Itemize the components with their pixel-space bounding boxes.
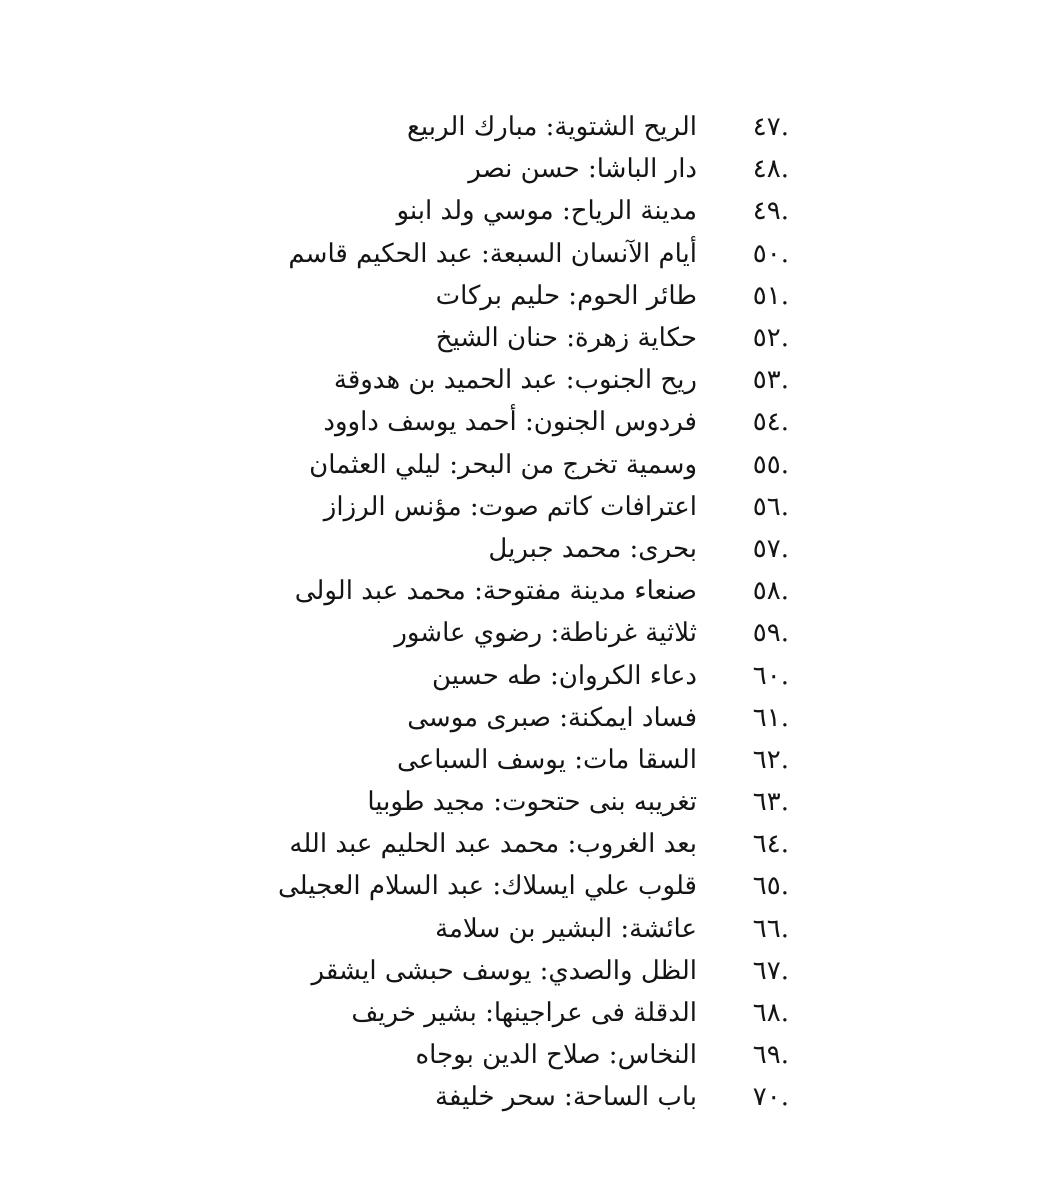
item-number: .٥٥ xyxy=(752,449,789,480)
item-text: دار الباشا: حسن نصر xyxy=(468,154,697,185)
item-number: .٥٢ xyxy=(752,323,789,354)
list-item xyxy=(29,486,789,528)
item-number: .٥٣ xyxy=(752,365,789,396)
item-text: ثلاثية غرناطة: رضوي عاشور xyxy=(394,618,697,649)
item-text: قلوب علي ايسلاك: عبد السلام العجيلى xyxy=(278,871,697,902)
item-number: .٥٧ xyxy=(752,533,789,564)
list-item xyxy=(29,190,789,232)
item-text: تغريبه بنى حتحوت: مجيد طوبيا xyxy=(367,787,697,818)
item-text: النخاس: صلاح الدين بوجاه xyxy=(415,1040,697,1071)
item-number: .٥٤ xyxy=(752,407,789,438)
item-text: فردوس الجنون: أحمد يوسف داوود xyxy=(323,407,697,438)
list-item xyxy=(29,739,789,781)
list-item xyxy=(29,1034,789,1076)
item-number: .٤٩ xyxy=(752,196,789,227)
item-number: .٤٨ xyxy=(752,154,789,185)
item-number: .٦٤ xyxy=(752,829,789,860)
item-number: .٦٦ xyxy=(752,913,789,944)
list-item xyxy=(29,823,789,865)
list-item xyxy=(29,654,789,696)
item-text: بحرى: محمد جبريل xyxy=(488,533,697,564)
list-item xyxy=(29,950,789,992)
item-number: .٥١ xyxy=(752,280,789,311)
item-number: .٦٥ xyxy=(752,871,789,902)
item-number: .٥٨ xyxy=(752,576,789,607)
list-item xyxy=(29,233,789,275)
item-text: ريح الجنوب: عبد الحميد بن هدوقة xyxy=(333,365,697,396)
list-item xyxy=(29,865,789,907)
list-item xyxy=(29,317,789,359)
item-number: .٦٧ xyxy=(752,955,789,986)
item-text: عائشة: البشير بن سلامة xyxy=(435,913,697,944)
item-number: .٦٠ xyxy=(752,660,789,691)
list-item xyxy=(29,1076,789,1118)
list-item xyxy=(29,697,789,739)
item-number: .٤٧ xyxy=(752,112,789,143)
item-number: .٦١ xyxy=(752,702,789,733)
item-text: الريح الشتوية: مبارك الربيع xyxy=(407,112,697,143)
item-text: اعترافات كاتم صوت: مؤنس الرزاز xyxy=(323,491,697,522)
list-item xyxy=(29,106,789,148)
item-text: الدقلة فى عراجينها: بشير خريف xyxy=(351,998,697,1029)
item-number: .٥٦ xyxy=(752,491,789,522)
item-text: أيام الآنسان السبعة: عبد الحكيم قاسم xyxy=(288,238,697,269)
item-number: .٦٣ xyxy=(752,787,789,818)
list-item xyxy=(29,908,789,950)
list-item xyxy=(29,401,789,443)
item-text: مدينة الرياح: موسي ولد ابنو xyxy=(396,196,697,227)
list-item xyxy=(29,359,789,401)
item-number: .٦٩ xyxy=(752,1040,789,1071)
list-item xyxy=(29,444,789,486)
list-item xyxy=(29,570,789,612)
item-number: .٦٨ xyxy=(752,998,789,1029)
item-text: السقا مات: يوسف السباعى xyxy=(397,744,697,775)
item-text: صنعاء مدينة مفتوحة: محمد عبد الولى xyxy=(294,576,697,607)
item-text: الظل والصدي: يوسف حبشى ايشقر xyxy=(311,955,697,986)
item-text: حكاية زهرة: حنان الشيخ xyxy=(435,323,697,354)
item-text: طائر الحوم: حليم بركات xyxy=(435,280,697,311)
item-number: .٥٠ xyxy=(752,238,789,269)
list-item xyxy=(29,612,789,654)
item-text: دعاء الكروان: طه حسين xyxy=(431,660,697,691)
list-item xyxy=(29,275,789,317)
item-number: .٦٢ xyxy=(752,744,789,775)
item-text: بعد الغروب: محمد عبد الحليم عبد الله xyxy=(289,829,697,860)
list-item xyxy=(29,992,789,1034)
list-item xyxy=(29,781,789,823)
list-item xyxy=(29,148,789,190)
item-text: باب الساحة: سحر خليفة xyxy=(435,1082,697,1113)
list-item xyxy=(29,528,789,570)
item-number: .٥٩ xyxy=(752,618,789,649)
item-number: .٧٠ xyxy=(752,1082,789,1113)
item-text: فساد ايمكنة: صبرى موسى xyxy=(407,702,697,733)
item-text: وسمية تخرج من البحر: ليلي العثمان xyxy=(309,449,697,480)
novel-list xyxy=(29,106,789,1119)
